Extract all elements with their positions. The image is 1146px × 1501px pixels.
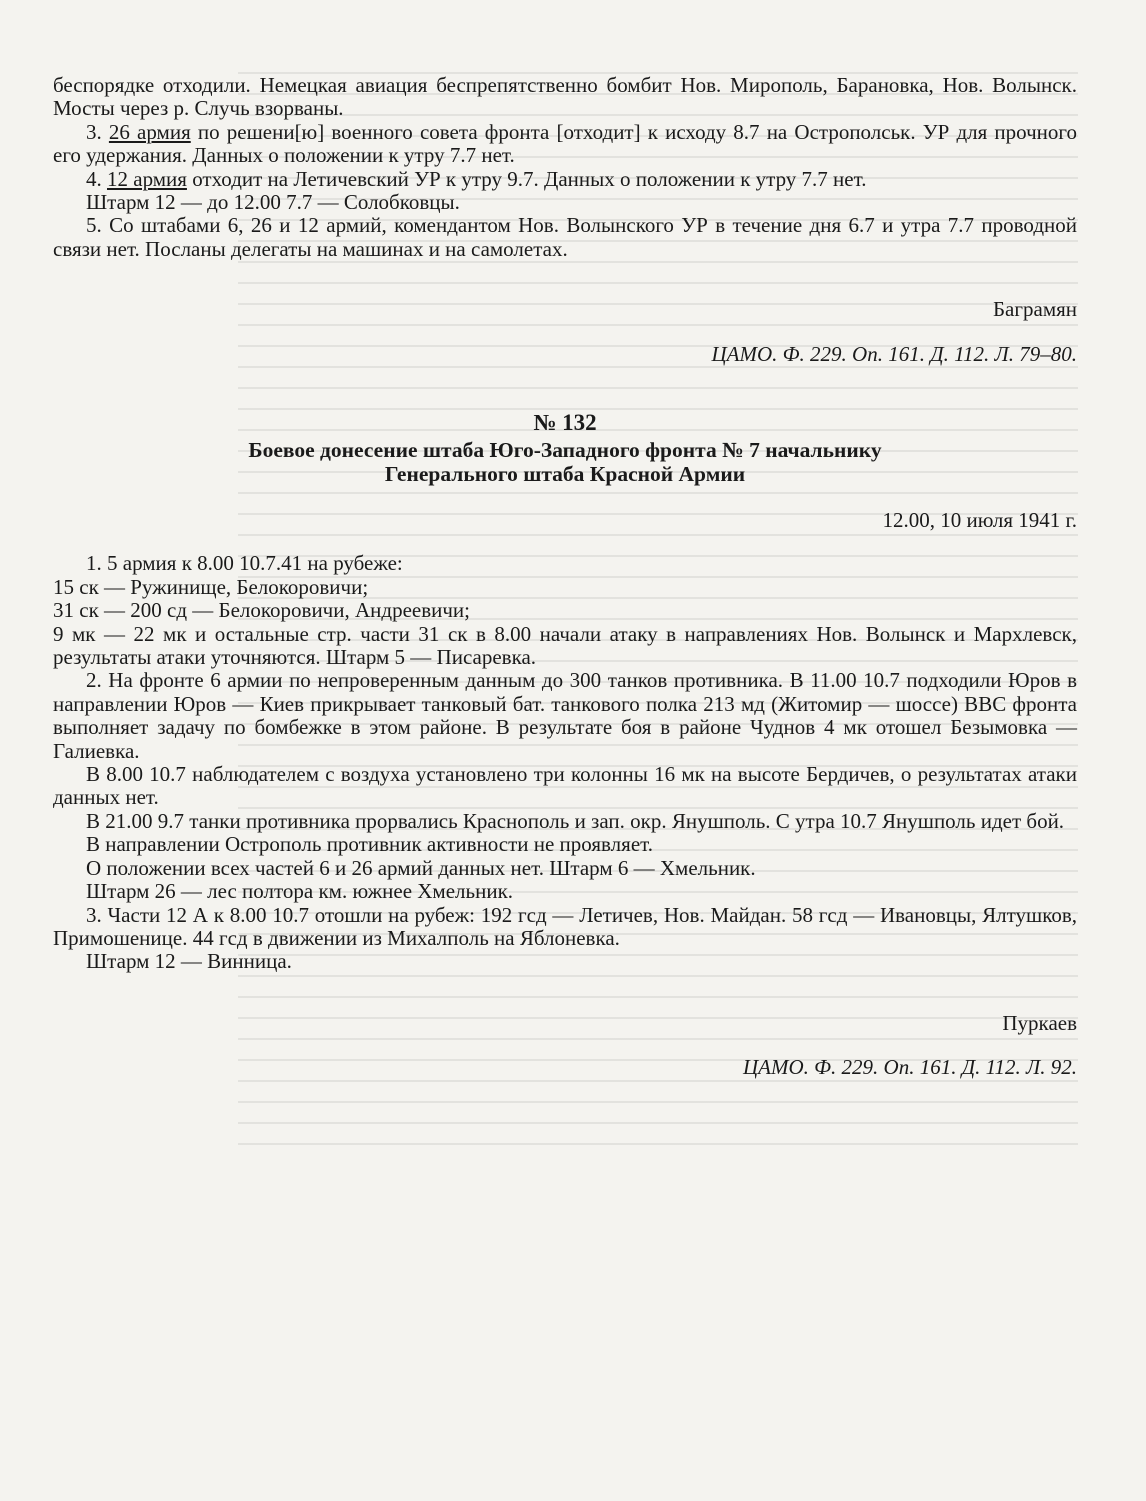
- body-paragraph: О положении всех частей 6 и 26 армий данных нет. Штарм 6 — Хмельник.: [86, 855, 756, 880]
- document-date: 12.00, 10 июля 1941 г.: [882, 508, 1077, 532]
- document-title-line2: Генерального штаба Красной Армии: [384, 462, 746, 486]
- previous-document-tail: [53, 74, 1077, 366]
- body-paragraph: 3. Части 12 А к 8.00 10.7 отошли на рубеж: 192 гсд — Летичев, Нов. Майдан. 58 гсд — Ивановцы, Ялтушков, Примошенице. 44 гсд в движении из Михалполь на Яблоневка.: [53, 902, 1077, 950]
- army-12-underlined: 12 армия: [107, 166, 187, 191]
- prev-hq-12: Штарм 12 — до 12.00 7.7 — Солобковцы.: [86, 190, 460, 215]
- body-paragraph: Штарм 12 — Винница.: [86, 949, 292, 974]
- body-paragraph: 15 ск — Ружинище, Белокоровичи;: [53, 574, 369, 599]
- body-paragraph: 2. На фронте 6 армии по непроверенным данным до 300 танков противника. В 11.00 10.7 подходили Юров в направлении Юров — Киев прикрывает танковый бат. танкового полка 213 мд (Житомир — шоссе) ВВС фронта выполняет задачу по бомбежке в этом районе. В результате боя в районе Чуднов 4 мк отошел Безымовка — Галиевка.: [53, 668, 1077, 763]
- prev-line1: беспорядке отходили. Немецкая авиация беспрепятственно бомбит Нов. Мирополь, Барановка, Нов. Волынск. Мосты через р. Случь взорваны.: [53, 73, 1077, 121]
- document-number: № 132: [533, 410, 597, 435]
- prev-item-4: 4. 12 армия отходит на Летичевский УР к утру 9.7. Данных о положении к утру 7.7 нет.: [86, 166, 867, 191]
- body-paragraph: В 8.00 10.7 наблюдателем с воздуха установлено три колонны 16 мк на высоте Бердичев, о результатах атаки данных нет.: [53, 762, 1077, 810]
- document-title-line1: Боевое донесение штаба Юго-Западного фронта № 7 начальнику: [248, 438, 882, 462]
- prev-signature: Баграмян: [993, 297, 1077, 322]
- document-132: [53, 411, 1077, 1080]
- body-paragraph: 31 ск — 200 сд — Белокоровичи, Андреевичи;: [53, 598, 470, 623]
- body-paragraph: 9 мк — 22 мк и остальные стр. части 31 ск в 8.00 начали атаку в направлениях Нов. Волынск и Мархлевск, результаты атаки уточняются. Штарм 5 — Писаревка.: [53, 621, 1077, 670]
- document-archive-source: ЦАМО. Ф. 229. Оп. 161. Д. 112. Л. 92.: [743, 1055, 1077, 1080]
- body-paragraph: 1. 5 армия к 8.00 10.7.41 на рубеже:: [86, 551, 403, 576]
- document-body: [53, 552, 1077, 973]
- prev-item-3: 3. 26 армия по решени[ю] военного совета фронта [отходит] к исходу 8.7 на Острополськ. УР для прочного его удержания. Данных о положении к утру 7.7 нет.: [53, 119, 1078, 168]
- army-26-underlined: 26 армия: [108, 119, 191, 144]
- document-signature: Пуркаев: [1002, 1010, 1077, 1035]
- body-paragraph: Штарм 26 — лес полтора км. южнее Хмельник.: [86, 879, 514, 904]
- prev-archive-source: ЦАМО. Ф. 229. Оп. 161. Д. 112. Л. 79–80.: [711, 341, 1077, 366]
- prev-item-5: 5. Со штабами 6, 26 и 12 армий, комендантом Нов. Волынского УР в течение дня 6.7 и утра 7.7 проводной связи нет. Посланы делегаты на машинах и на самолетах.: [53, 213, 1077, 261]
- body-paragraph: В направлении Острополь противник активности не проявляет.: [86, 832, 653, 857]
- body-paragraph: В 21.00 9.7 танки противника прорвались Краснополь и зап. окр. Янушполь. С утра 10.7 Янушполь идет бой.: [86, 808, 1065, 833]
